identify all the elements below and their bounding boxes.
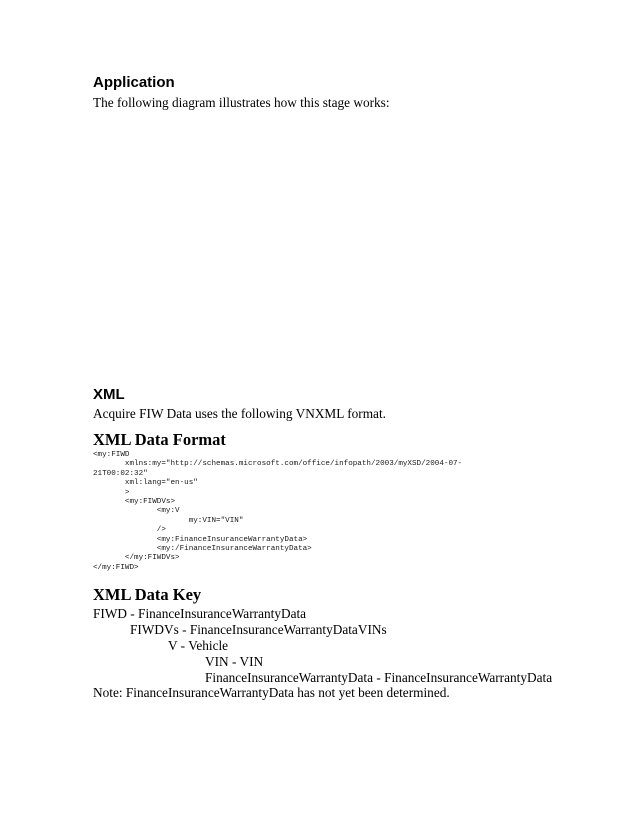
xml-data-format-heading: XML Data Format: [93, 430, 226, 449]
key-item-vin: VIN - VIN: [205, 653, 264, 669]
code-line: my:VIN="VIN": [93, 516, 244, 525]
xml-data-key-heading: XML Data Key: [93, 585, 202, 604]
code-line: </my:FIWD>: [93, 563, 139, 572]
key-item-fiwdvs: FIWDVs - FinanceInsuranceWarrantyDataVINs: [130, 621, 387, 637]
xml-data-key-list: [93, 606, 553, 701]
code-line: </my:FIWDVs>: [93, 554, 180, 563]
application-heading: Application: [93, 74, 175, 91]
code-line: />: [93, 526, 166, 535]
code-line: <my:FIWD: [93, 451, 130, 459]
key-item-v: V - Vehicle: [168, 637, 229, 653]
xml-intro: Acquire FIW Data uses the following VNXML format.: [93, 406, 386, 421]
code-line: <my:FinanceInsuranceWarrantyData>: [93, 535, 308, 544]
xml-code-block: [93, 451, 543, 573]
key-note: Note: FinanceInsuranceWarrantyData has not yet been determined.: [93, 685, 450, 701]
key-item-fiwd: FIWD - FinanceInsuranceWarrantyData: [93, 606, 307, 621]
key-item-fiwdata: FinanceInsuranceWarrantyData - FinanceInsuranceWarrantyData: [205, 669, 553, 685]
code-line: <my:FIWDVs>: [93, 497, 176, 506]
code-line: 21T00:02:32": [93, 469, 148, 478]
code-line: xmlns:my="http://schemas.microsoft.com/office/infopath/2003/myXSD/2004-07-: [93, 460, 463, 469]
code-line: >: [93, 488, 130, 497]
xml-heading: XML: [93, 386, 125, 403]
code-line: xml:lang="en-us": [93, 479, 198, 488]
application-intro: The following diagram illustrates how this stage works:: [93, 95, 390, 110]
diagram-placeholder: [93, 125, 543, 380]
code-line: <my:/FinanceInsuranceWarrantyData>: [93, 544, 312, 553]
code-line: <my:V: [93, 507, 180, 516]
